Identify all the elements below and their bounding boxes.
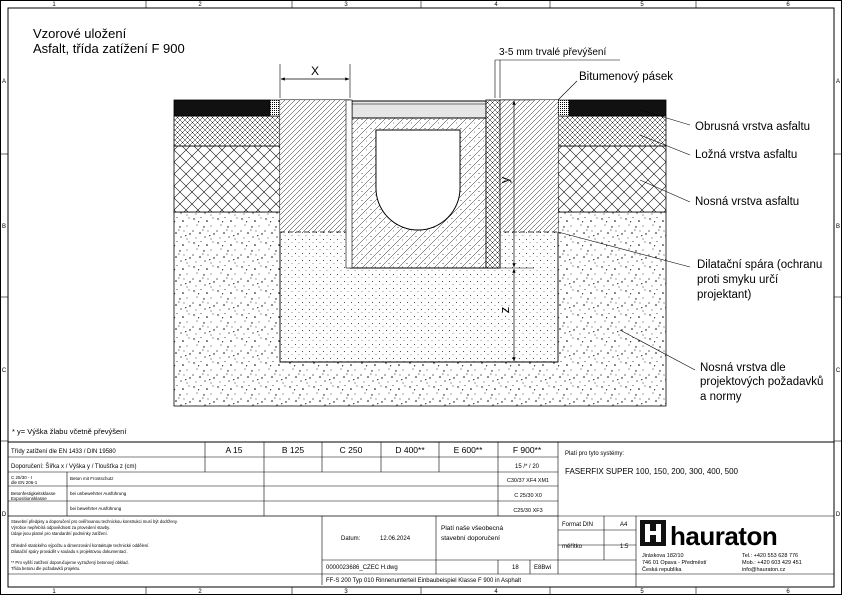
- subbase-label-2: projektových požadavků: [700, 376, 824, 388]
- drawing-number: 0000023686_CZEC H.dwg: [326, 565, 398, 571]
- class-e600: E 600**: [453, 445, 483, 455]
- asphalt-base-layer: [558, 146, 666, 212]
- validity-line-2: stavební doporučení: [441, 535, 500, 542]
- notes-line: Údaje jsou platné pro standardní podmínky zatížení.: [11, 531, 108, 536]
- drawing-title: [33, 26, 185, 56]
- row-a-mid: Beton mit Frostschutz: [70, 476, 114, 481]
- row-c-mid: bei bewehrter Ausführung: [70, 506, 122, 511]
- subbase-label-3: a normy: [700, 391, 742, 403]
- class-d400: D 400**: [395, 445, 425, 455]
- asphalt-bond-layer: [558, 116, 666, 146]
- notes-line: Výrobce nepřebírá odpovědnost za provedení stavby.: [11, 525, 111, 530]
- dim-x-label: X: [310, 64, 320, 78]
- row-marker-right: D: [835, 512, 841, 518]
- base-layer-label: Nosná vrstva asfaltu: [695, 196, 800, 208]
- title-block-text: [11, 445, 739, 584]
- grating: [352, 101, 486, 118]
- row-marker-left: B: [1, 224, 7, 230]
- scale-label: měřítko: [562, 544, 583, 550]
- col-marker-bottom: 5: [640, 589, 644, 595]
- dim-y-label: y: [497, 176, 512, 184]
- row-b-left-2: Expositionsklasse: [11, 496, 47, 501]
- col-marker-top: 4: [494, 2, 498, 8]
- row-b-left-1: Betonfestigkeitsklasse: [11, 491, 56, 496]
- col-marker-bottom: 6: [786, 589, 790, 595]
- notes-line: ** Pro vyšší zatížení doporučujeme vyztužený betonový obklad.: [11, 560, 129, 565]
- row-marker-left: A: [1, 79, 7, 85]
- row-marker-right: A: [835, 79, 841, 85]
- class-c250: C 250: [339, 445, 363, 455]
- subbase-label-1: Nosná vrstva dle: [700, 362, 786, 374]
- col-marker-bottom: 1: [52, 589, 56, 595]
- asphalt-wear-layer: [174, 100, 270, 116]
- company-block: [640, 520, 802, 573]
- row-a-right: C30/37 XF4 XM1: [506, 478, 550, 484]
- col-marker-top: 5: [640, 2, 644, 8]
- systems-value: FASERFIX SUPER 100, 150, 200, 300, 400, 500: [565, 467, 738, 476]
- hauraton-logo-icon: [640, 520, 666, 546]
- asphalt-base-layer: [174, 146, 280, 212]
- dim-z-label: z: [497, 306, 512, 314]
- validity-line-1: Platí naše všeobecná: [441, 525, 504, 532]
- date-value: 12.06.2024: [380, 536, 411, 542]
- row-b-mid: bei unbewehrter Ausführung: [70, 491, 127, 496]
- row-marker-right: B: [835, 224, 841, 230]
- format-value: A4: [620, 522, 628, 528]
- dims-label: Doporučení: Šířka x / Výška y / Tloušťka z (cm): [11, 464, 137, 470]
- dims-value: 15 /* / 20: [514, 464, 540, 470]
- asphalt-bond-layer: [174, 116, 280, 146]
- bitumen-tape: [558, 100, 569, 116]
- cross-section: [174, 47, 666, 406]
- date-label: Datum:: [341, 536, 361, 542]
- dim-x: [280, 64, 350, 98]
- title-line-1: Vzorové uložení: [33, 26, 127, 41]
- row-b-right: C 25/30 X0: [514, 493, 542, 499]
- dilatation-label-3: projektant): [697, 289, 752, 301]
- bitumen-tape: [270, 100, 280, 116]
- scale-value: 1:5: [620, 544, 629, 550]
- company-address-2: 746 01 Opava - Předměstí: [642, 560, 707, 566]
- row-c-right: C25/30 XF3: [513, 508, 543, 514]
- class-a15: A 15: [225, 445, 243, 455]
- channel-inner: [376, 130, 460, 230]
- title-line-2: Asfalt, třída zatížení F 900: [33, 41, 185, 56]
- col-marker-bottom: 4: [494, 589, 498, 595]
- notes-line: Ohledně statického výpočtu a dimenzování kontaktujte technické oddělení.: [11, 543, 150, 548]
- notes-line: Stavební předpisy a doporučení pro ověřovanou technickou konstrukci musí být dodrženy.: [11, 519, 178, 524]
- footnote: * y= Výška žlabu včetně převýšení: [12, 427, 127, 436]
- col-marker-top: 1: [52, 2, 56, 8]
- bitumen-tape-label: Bitumenový pásek: [579, 71, 673, 83]
- col-marker-bottom: 2: [198, 589, 202, 595]
- dilatation-label-1: Dilatační spára (ochranu: [697, 259, 823, 271]
- row-a-left-2: dle EN 206-1: [11, 480, 38, 485]
- class-header-label: Třídy zatížení dle EN 1433 / DIN 19580: [11, 449, 116, 455]
- dilatation-label-2: proti smyku určí: [697, 274, 779, 286]
- logo-wordmark: hauraton: [670, 521, 778, 551]
- row-marker-left: D: [1, 512, 7, 518]
- company-mob: Mob.: +420 603 429 451: [742, 560, 802, 566]
- col-marker-top: 6: [786, 2, 790, 8]
- format-label: Format DIN: [562, 522, 594, 528]
- drawing-caption: FF-S 200 Typ 010 Rinnenunterteil Einbaubeispiel Klasse F 900 in Asphalt: [326, 578, 522, 584]
- row-marker-left: C: [1, 368, 7, 374]
- company-address-1: Jiráskova 182/10: [642, 553, 684, 559]
- bond-layer-label: Ložná vrstva asfaltu: [695, 149, 798, 161]
- company-tel: Tel.: +420 553 628 776: [742, 553, 799, 559]
- wear-layer-label: Obrusná vrstva asfaltu: [695, 121, 811, 133]
- col-marker-bottom: 3: [344, 589, 348, 595]
- row-a-left-1: C 25/30 - I: [11, 475, 33, 480]
- class-b125: B 125: [281, 445, 305, 455]
- company-address-3: Česká republika: [642, 567, 682, 573]
- col-marker-top: 3: [344, 2, 348, 8]
- class-f900: F 900**: [512, 445, 542, 455]
- company-email: info@hauraton.cz: [742, 567, 786, 573]
- notes-line: Dilatační spáry provádět v souladu s projektovou dokumentací.: [11, 549, 128, 554]
- channel-left-wall: [346, 100, 352, 268]
- row-marker-right: C: [835, 368, 841, 374]
- version-code: E8Bwi: [534, 565, 552, 571]
- col-marker-top: 2: [198, 2, 202, 8]
- overheight-label: 3-5 mm trvalé převýšení: [499, 47, 607, 58]
- notes-line: Třída betonu dle požadavků projektu.: [11, 566, 81, 571]
- systems-label: Platí pro tyto systémy:: [565, 451, 625, 457]
- page-number: 18: [512, 565, 519, 571]
